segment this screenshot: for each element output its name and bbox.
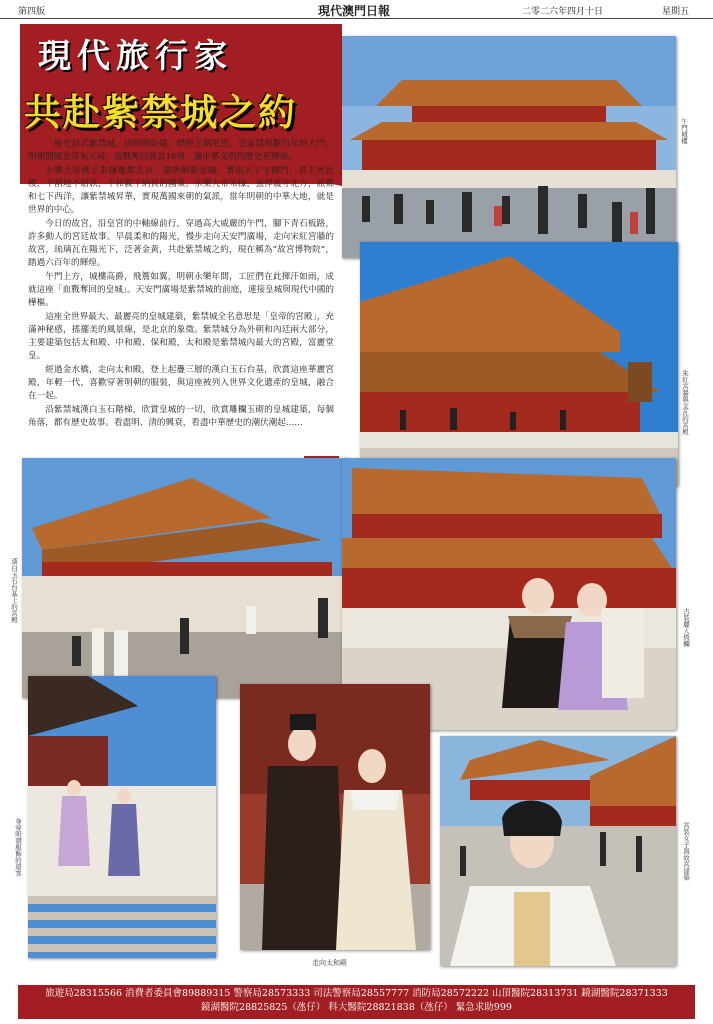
photo-marble-stairs <box>28 676 216 958</box>
photo-red-hall <box>360 242 678 486</box>
weekday: 星期五 <box>662 7 690 17</box>
headline: 共赴紫禁城之約 <box>24 90 297 134</box>
emergency-contacts <box>18 985 695 1019</box>
paragraph: 經過金水橋，走向太和殿，登上起疊三層的漢白玉石台基，欣賞這座華麗宮殿，年輕一代，喜歡穿著明朝的服裝，與這座被列入世界文化遺產的皇城，融合在一起。 <box>28 365 334 401</box>
newspaper-name: 現代澳門日報 <box>318 4 391 18</box>
photo-meridian-gate <box>342 36 676 258</box>
page-header <box>0 0 713 19</box>
paragraph: 今日的故宮，沿皇宮的中軸線前行，穿過高大威嚴的午門，腳下青石板路，許多動人的宮廷故事。早晨柔和的陽光，慢步走向天安門廣場，走向宋紅宮牆的故宮，琉璃瓦在陽光下，泛著金黃，共赴紫禁城之約，現在稱為”故宮博物院”，踏過六百年的輝煌。 <box>28 219 334 268</box>
article-body <box>28 138 334 431</box>
paragraph: 一座史詩式紫禁城，由明朝始建，歷經王朝更迭，皇家禁苑數百年的大門，明朝開國皇帝朱元璋，血戰奪回燕雲16州，讓中華文明的歷史更輝煌。 <box>28 139 334 162</box>
caption-photo-1: 午門城樓 <box>680 118 688 144</box>
issue-date: 二零二六年四月十日 <box>522 7 604 17</box>
paragraph: 這座全世界最大、最麗亮的皇城建築，紫禁城全名意思是「皇帝的宮殿」，充滿神秘感，搖擺美的風景線，是北京的象徵。紫禁城分為外朝和內廷兩大部分，主要建築包括太和殿、中和殿、保和殿，太和殿是紫禁城內最大的宮殿，富麗堂皇。 <box>28 312 334 361</box>
section-title: 現代旅行家 <box>38 36 233 75</box>
caption-photo-6: 走向太和殿 <box>312 959 347 967</box>
photo-white-cape <box>440 736 676 966</box>
photo-ming-couple <box>240 684 430 950</box>
contacts-line-2: 鏡湖醫院28825825（氹仔） 科大醫院28821838（氹仔） 緊急求助999 <box>201 1002 512 1013</box>
caption-photo-2: 朱紅宮牆與金瓦的宮殿 <box>681 370 689 435</box>
paragraph: 永樂大帝燕王朱棣遷都北京，建明朝新皇城，實現天子守國門，君王死社稷，不割地不賠款，不和親不納貢的國策。永樂大帝朱棣，強悍震守北方，派鄭和七下西洋，讓紫禁城昇華，實現萬國來朝的氣派，當年明朝的中華大地，就是世界的中心。 <box>28 166 334 215</box>
caption-photo-5: 身穿明朝服飾的遊客 <box>14 818 22 877</box>
caption-photo-4: 古裝麗人倚欄 <box>682 608 690 647</box>
paragraph: 午門上方，城樓高爵，飛簷如翼，明朝永樂年間，工匠們在此揮汗如雨，成就這座「血戰奪回的皇城」。天安門廣場是紫禁城的前庭，連接皇城與現代中國的樺樞。 <box>28 272 334 308</box>
contacts-line-1: 旅遊局28315566 消費者委員會89889315 警察局28573333 司法警察局28557777 消防局28572222 山頂醫院28313731 鏡湖醫院28371333 <box>45 988 668 999</box>
paragraph: 沿紫禁城漢白玉石階梯，欣賞皇城的一切，欣賞雕欄玉砌的皇城建築，每個角落，都有歷史故事。看盡明、清的興衰，看盡中華歷史的潮伏潮起…… <box>28 405 334 428</box>
page-number: 第四版 <box>18 7 46 17</box>
caption-photo-3: 漢白玉石台基上的宮殿 <box>10 558 18 623</box>
photo-marble-terrace <box>22 458 348 698</box>
caption-photo-7: 宮裝女子與故宮建築 <box>682 822 690 881</box>
